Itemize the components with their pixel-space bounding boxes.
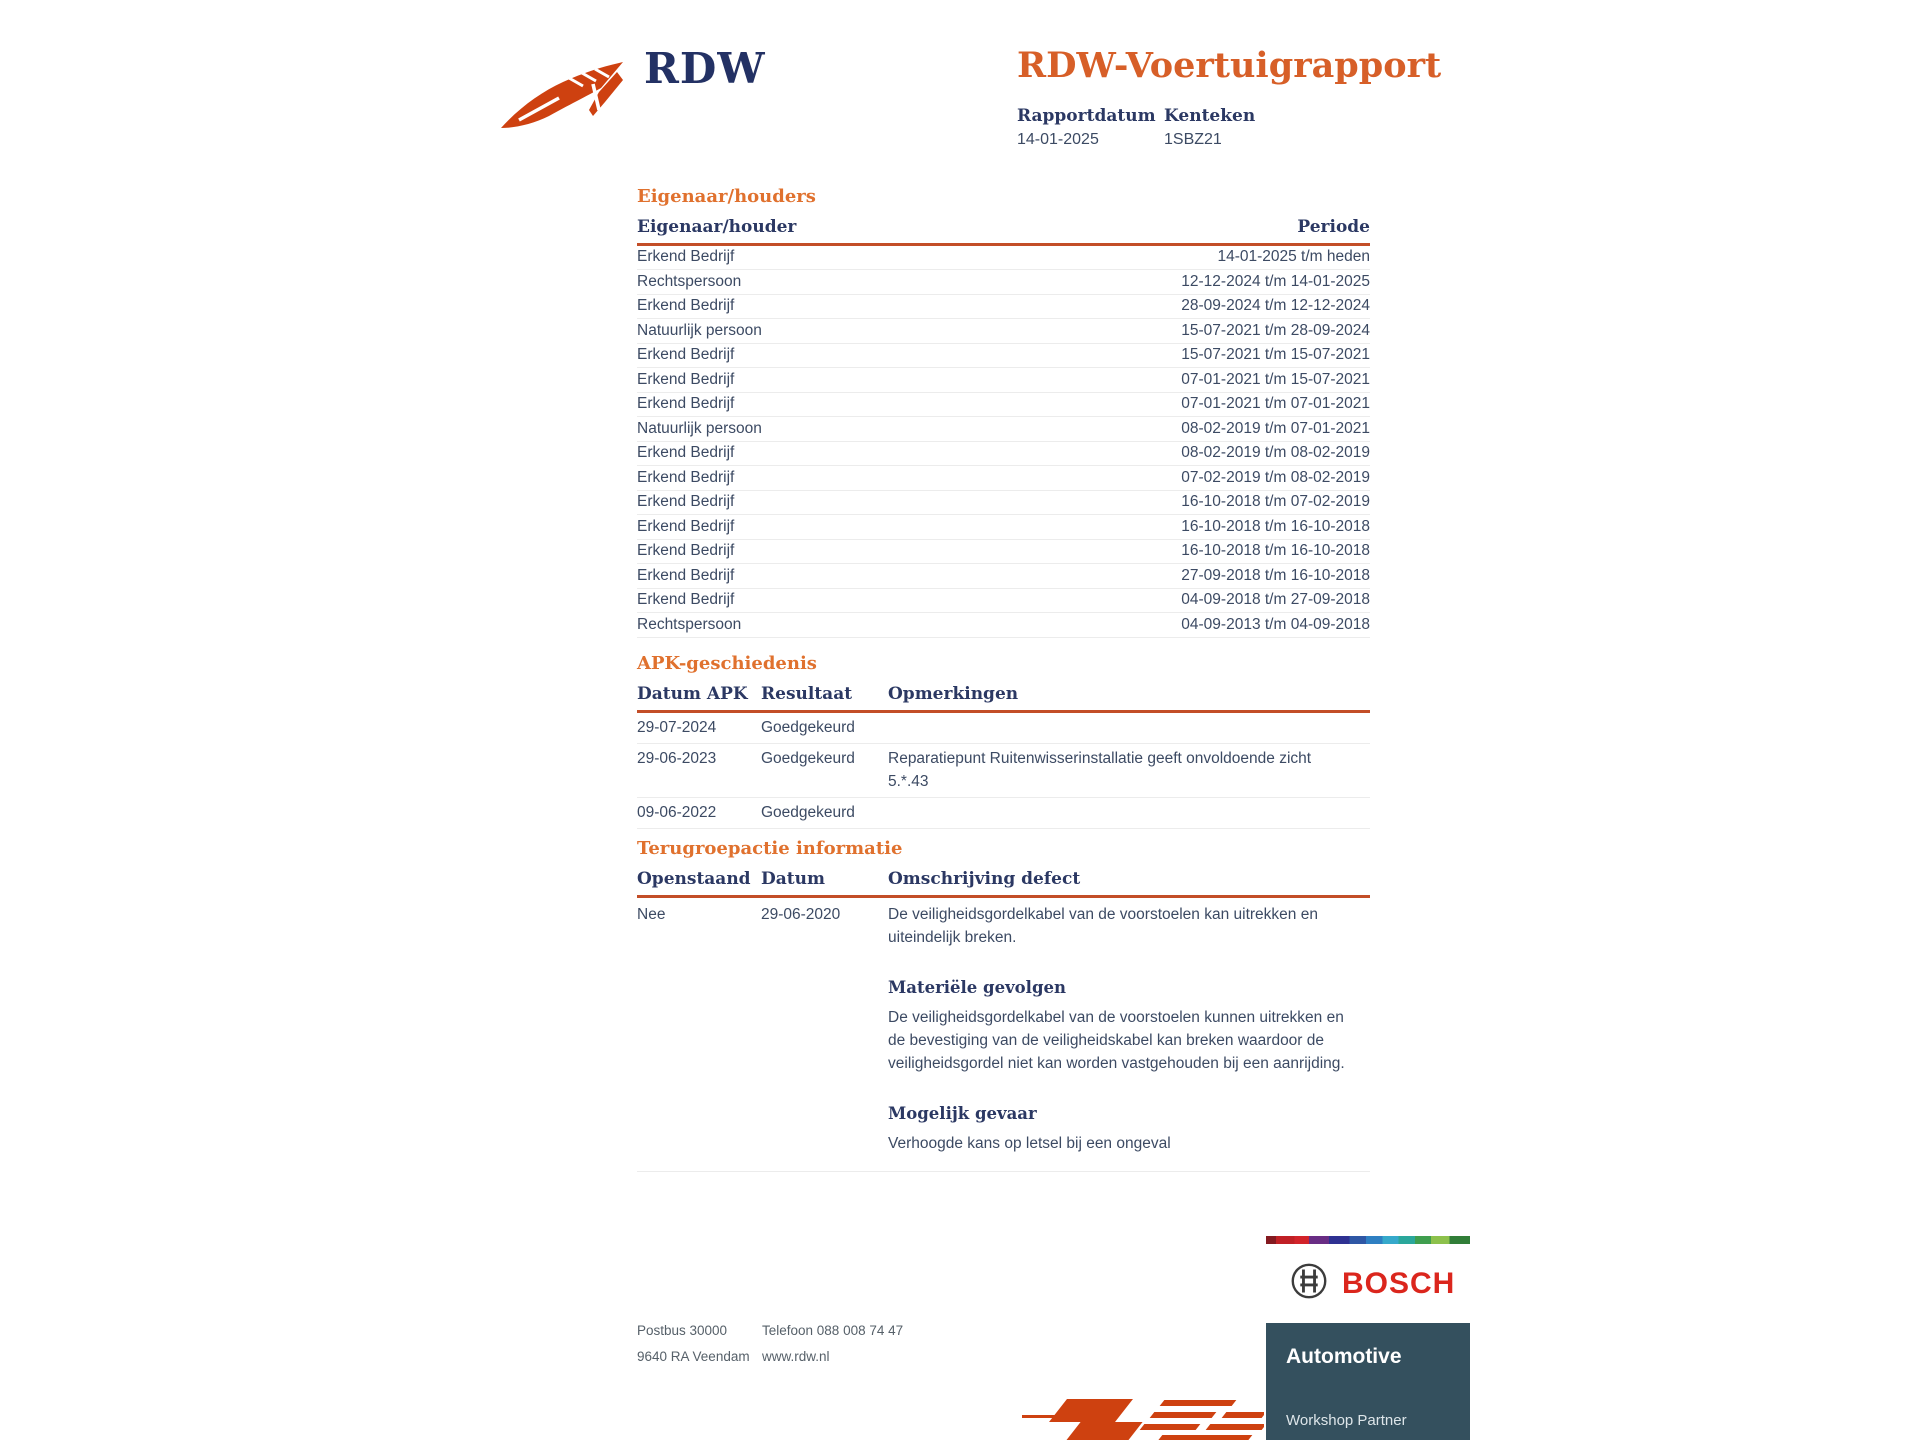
table-row: [637, 246, 1370, 271]
table-row: [637, 540, 1370, 565]
apk-result: Goedgekeurd: [761, 803, 855, 821]
table-row: [637, 744, 1370, 798]
owner-type: Rechtspersoon: [637, 272, 742, 290]
apk-section: [637, 653, 1370, 829]
apk-result: Goedgekeurd: [761, 718, 855, 736]
recall-danger-title: Mogelijk gevaar: [888, 1103, 1037, 1123]
motif-stripe: [1158, 1435, 1253, 1440]
bosch-division-text: Automotive: [1286, 1345, 1402, 1368]
owners-section: [637, 186, 1370, 638]
recall-col-date: Datum: [761, 868, 825, 889]
owner-period: 08-02-2019 t/m 07-01-2021: [1181, 419, 1370, 437]
owner-period: 15-07-2021 t/m 15-07-2021: [1181, 346, 1370, 364]
motif-stripe: [1206, 1424, 1264, 1430]
owner-period: 14-01-2025 t/m heden: [1217, 248, 1370, 266]
apk-remark: [888, 716, 1348, 739]
apk-date: 09-06-2022: [637, 803, 717, 821]
table-row: [637, 270, 1370, 295]
recall-section-title: Terugroepactie informatie: [637, 838, 903, 859]
motif-stripe: [1222, 1412, 1264, 1418]
table-row: [637, 491, 1370, 516]
owner-type: Erkend Bedrijf: [637, 468, 735, 486]
bosch-logo-area: [1266, 1244, 1470, 1323]
owner-type: Erkend Bedrijf: [637, 370, 735, 388]
rdw-motif-decoration: [1012, 1393, 1264, 1440]
owner-type: Erkend Bedrijf: [637, 297, 735, 315]
owner-period: 15-07-2021 t/m 28-09-2024: [1181, 321, 1370, 339]
owners-section-title: Eigenaar/houders: [637, 186, 816, 207]
owner-period: 08-02-2019 t/m 08-02-2019: [1181, 444, 1370, 462]
bosch-brand-text: BOSCH: [1342, 1266, 1456, 1300]
recall-defect-cell: [888, 903, 1370, 1155]
footer-address-line1: Postbus 30000: [637, 1323, 728, 1338]
table-row: [637, 344, 1370, 369]
footer-phone: Telefoon 088 008 74 47: [762, 1323, 904, 1338]
owners-col-period: Periode: [1297, 216, 1370, 237]
table-row: [637, 898, 1370, 1155]
table-row: [637, 442, 1370, 467]
motif-shape: [1063, 1422, 1142, 1440]
apk-remark: [888, 801, 1348, 824]
owners-table-header: [637, 217, 1370, 246]
owner-period: 07-02-2019 t/m 08-02-2019: [1181, 468, 1370, 486]
apk-date: 29-07-2024: [637, 718, 717, 736]
footer: [637, 1318, 903, 1370]
apk-result: Goedgekeurd: [761, 749, 855, 767]
recall-open-value: Nee: [637, 905, 666, 923]
owners-col-owner: Eigenaar/houder: [637, 216, 797, 237]
apk-section-title: APK-geschiedenis: [637, 653, 817, 674]
table-row: [637, 393, 1370, 418]
apk-col-remarks: Opmerkingen: [888, 683, 1019, 704]
owner-type: Rechtspersoon: [637, 615, 742, 633]
owner-type: Erkend Bedrijf: [637, 444, 735, 462]
owner-period: 28-09-2024 t/m 12-12-2024: [1181, 297, 1370, 315]
motif-shape: [1049, 1399, 1133, 1422]
owner-period: 16-10-2018 t/m 07-02-2019: [1181, 493, 1370, 511]
bosch-armature-icon: [1290, 1262, 1328, 1305]
owner-period: 04-09-2018 t/m 27-09-2018: [1181, 591, 1370, 609]
footer-address-line2: 9640 RA Veendam: [637, 1349, 750, 1364]
recall-table-header: [637, 869, 1370, 898]
recall-consequences-text: De veiligheidsgordelkabel van de voorstoelen kunnen uitrekken en de bevestiging van de veiligheidskabel kan breken waardoor de veiligheidsgordel niet kan worden vastgehouden bij een aanrijding.: [888, 1008, 1345, 1072]
owner-type: Erkend Bedrijf: [637, 493, 735, 511]
owner-period: 27-09-2018 t/m 16-10-2018: [1181, 566, 1370, 584]
table-row: [637, 515, 1370, 540]
table-row: [637, 417, 1370, 442]
table-row: [637, 466, 1370, 491]
owner-period: 16-10-2018 t/m 16-10-2018: [1181, 542, 1370, 560]
owner-type: Erkend Bedrijf: [637, 566, 735, 584]
apk-col-result: Resultaat: [761, 683, 853, 704]
table-row: [637, 798, 1370, 829]
recall-consequences-title: Materiële gevolgen: [888, 977, 1066, 997]
recall-col-defect: Omschrijving defect: [888, 868, 1081, 889]
recall-date-value: 29-06-2020: [761, 905, 841, 923]
owner-type: Erkend Bedrijf: [637, 517, 735, 535]
report-date-label: Rapportdatum: [1017, 106, 1156, 126]
table-row: [637, 295, 1370, 320]
table-row: [637, 368, 1370, 393]
recall-defect-text: De veiligheidsgordelkabel van de voorstoelen kan uitrekken en uiteindelijk breken.: [888, 905, 1318, 946]
bosch-supergraphic-strip: [1266, 1236, 1470, 1244]
rdw-feather-logo-icon: [499, 62, 631, 132]
apk-date: 29-06-2023: [637, 749, 717, 767]
owner-type: Natuurlijk persoon: [637, 321, 762, 339]
recall-danger-text: Verhoogde kans op letsel bij een ongeval: [888, 1134, 1171, 1152]
apk-col-date: Datum APK: [637, 683, 748, 704]
owner-type: Erkend Bedrijf: [637, 346, 735, 364]
table-row: [637, 564, 1370, 589]
motif-stripe: [1140, 1424, 1201, 1430]
owner-period: 04-09-2013 t/m 04-09-2018: [1181, 615, 1370, 633]
motif-stripe: [1160, 1400, 1237, 1406]
license-plate-value: 1SBZ21: [1164, 131, 1222, 148]
rdw-wordmark: RDW: [644, 44, 766, 93]
bosch-division-area: [1266, 1323, 1470, 1440]
recall-col-open: Openstaand: [637, 868, 751, 889]
owner-type: Erkend Bedrijf: [637, 591, 735, 609]
motif-stripe: [1150, 1412, 1217, 1418]
owner-type: Erkend Bedrijf: [637, 395, 735, 413]
page-title: RDW-Voertuigrapport: [1017, 45, 1442, 86]
owner-period: 07-01-2021 t/m 07-01-2021: [1181, 395, 1370, 413]
owner-type: Erkend Bedrijf: [637, 248, 735, 266]
owner-type: Natuurlijk persoon: [637, 419, 762, 437]
owner-type: Erkend Bedrijf: [637, 542, 735, 560]
recall-section: [637, 838, 1370, 1172]
apk-table-header: [637, 684, 1370, 713]
owner-period: 12-12-2024 t/m 14-01-2025: [1181, 272, 1370, 290]
owner-period: 07-01-2021 t/m 15-07-2021: [1181, 370, 1370, 388]
table-row: [637, 713, 1370, 744]
apk-remark: Reparatiepunt Ruitenwisserinstallatie geeft onvoldoende zicht 5.*.43: [888, 749, 1312, 790]
report-meta: [1017, 106, 1255, 149]
bosch-partner-block: [1266, 1236, 1470, 1440]
bosch-partner-text: Workshop Partner: [1286, 1412, 1407, 1430]
license-plate-label: Kenteken: [1164, 106, 1256, 126]
owner-period: 16-10-2018 t/m 16-10-2018: [1181, 517, 1370, 535]
table-row: [637, 319, 1370, 344]
footer-website: www.rdw.nl: [762, 1349, 830, 1364]
report-date-value: 14-01-2025: [1017, 131, 1099, 148]
table-row: [637, 589, 1370, 614]
table-row: [637, 613, 1370, 638]
